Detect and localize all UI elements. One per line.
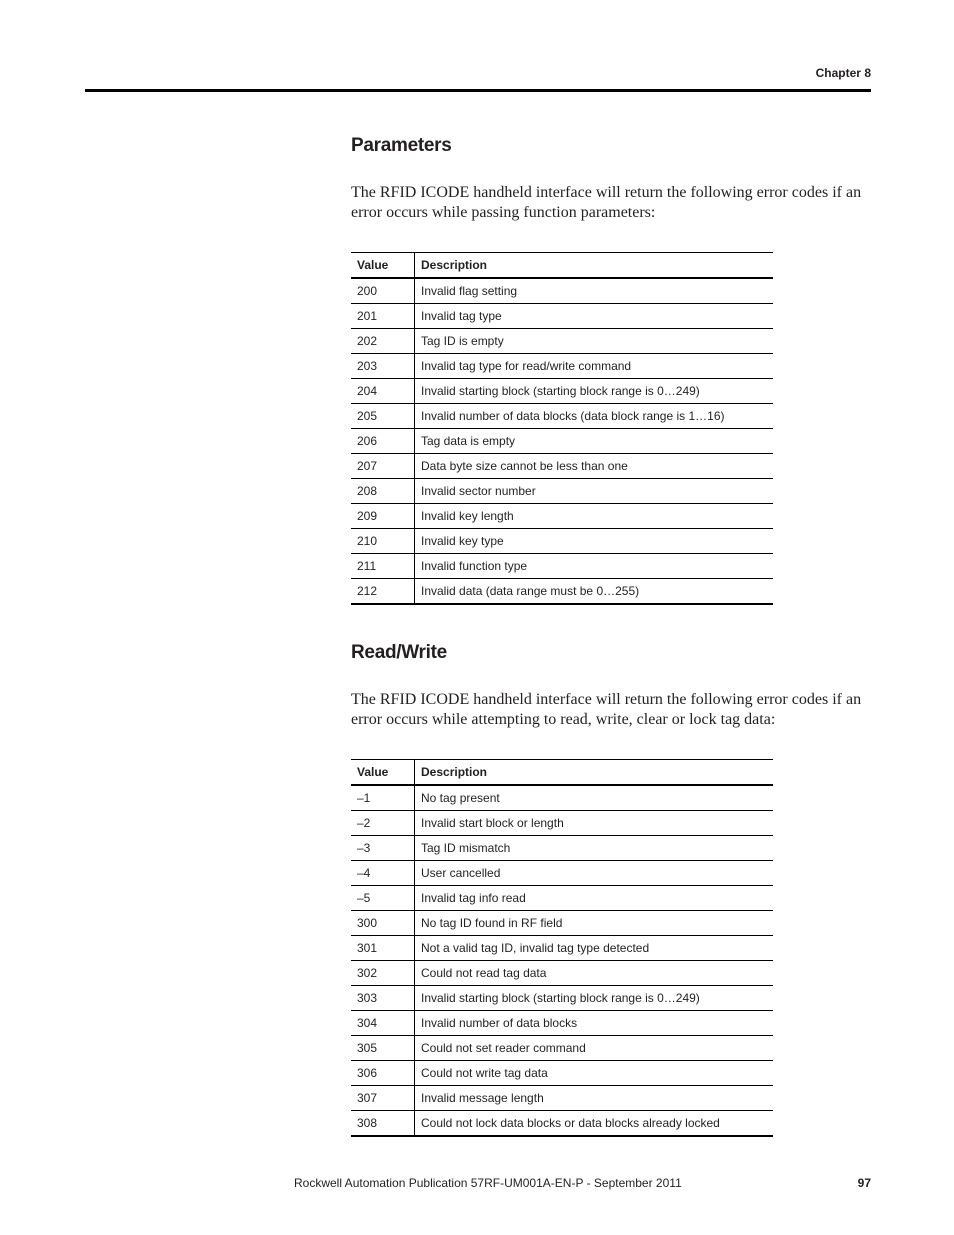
chapter-label: Chapter 8 xyxy=(815,66,871,80)
error-code-description: Could not lock data blocks or data blocks already locked xyxy=(415,1111,774,1137)
readwrite-table xyxy=(351,759,773,1137)
table-row xyxy=(351,404,773,429)
error-code-description: User cancelled xyxy=(415,861,774,886)
error-code-description: Tag ID is empty xyxy=(415,329,774,354)
table-row xyxy=(351,1036,773,1061)
error-code-value: –4 xyxy=(351,861,415,886)
error-code-value: –1 xyxy=(351,785,415,811)
column-header-value: Value xyxy=(351,760,415,786)
error-code-description: No tag ID found in RF field xyxy=(415,911,774,936)
table-row xyxy=(351,1061,773,1086)
parameters-intro: The RFID ICODE handheld interface will return the following error codes if an error occurs while passing function parameters: xyxy=(351,184,862,221)
error-code-value: 306 xyxy=(351,1061,415,1086)
table-row xyxy=(351,785,773,811)
table-row xyxy=(351,504,773,529)
error-code-description: Invalid starting block (starting block range is 0…249) xyxy=(415,379,774,404)
error-code-description: Could not set reader command xyxy=(415,1036,774,1061)
table-row xyxy=(351,554,773,579)
table-row xyxy=(351,429,773,454)
error-code-value: –2 xyxy=(351,811,415,836)
error-code-value: 304 xyxy=(351,1011,415,1036)
error-code-value: 204 xyxy=(351,379,415,404)
error-code-description: Invalid key type xyxy=(415,529,774,554)
error-code-description: Invalid start block or length xyxy=(415,811,774,836)
error-code-value: 305 xyxy=(351,1036,415,1061)
error-code-value: 212 xyxy=(351,579,415,605)
error-code-value: 206 xyxy=(351,429,415,454)
error-code-value: 307 xyxy=(351,1086,415,1111)
error-code-value: 302 xyxy=(351,961,415,986)
table-row xyxy=(351,911,773,936)
table-header-row xyxy=(351,253,773,279)
error-code-description: Invalid tag info read xyxy=(415,886,774,911)
error-code-value: –3 xyxy=(351,836,415,861)
table-row xyxy=(351,836,773,861)
error-code-value: 303 xyxy=(351,986,415,1011)
header-rule xyxy=(85,89,871,92)
error-code-description: Invalid sector number xyxy=(415,479,774,504)
error-code-value: –5 xyxy=(351,886,415,911)
error-code-value: 200 xyxy=(351,278,415,304)
table-row xyxy=(351,354,773,379)
column-header-description: Description xyxy=(415,760,774,786)
parameters-heading: Parameters xyxy=(351,135,452,156)
error-code-description: Invalid number of data blocks xyxy=(415,1011,774,1036)
error-code-value: 208 xyxy=(351,479,415,504)
error-code-value: 300 xyxy=(351,911,415,936)
table-row xyxy=(351,454,773,479)
readwrite-intro: The RFID ICODE handheld interface will return the following error codes if an error occurs while attempting to read, write, clear or lock tag data: xyxy=(351,691,862,728)
table-row xyxy=(351,278,773,304)
parameters-table xyxy=(351,252,773,605)
column-header-value: Value xyxy=(351,253,415,279)
error-code-value: 301 xyxy=(351,936,415,961)
error-code-description: Invalid starting block (starting block range is 0…249) xyxy=(415,986,774,1011)
table-row xyxy=(351,1011,773,1036)
error-code-value: 211 xyxy=(351,554,415,579)
table-row xyxy=(351,479,773,504)
error-code-description: Invalid key length xyxy=(415,504,774,529)
table-row xyxy=(351,329,773,354)
error-code-value: 207 xyxy=(351,454,415,479)
error-code-value: 308 xyxy=(351,1111,415,1137)
table-row xyxy=(351,811,773,836)
table-row xyxy=(351,579,773,605)
error-code-description: Could not read tag data xyxy=(415,961,774,986)
error-code-value: 201 xyxy=(351,304,415,329)
table-header-row xyxy=(351,760,773,786)
error-code-value: 210 xyxy=(351,529,415,554)
table-row xyxy=(351,1111,773,1137)
error-code-description: Invalid number of data blocks (data block range is 1…16) xyxy=(415,404,774,429)
error-code-description: Could not write tag data xyxy=(415,1061,774,1086)
table-row xyxy=(351,379,773,404)
table-row xyxy=(351,529,773,554)
error-code-description: Tag ID mismatch xyxy=(415,836,774,861)
table-row xyxy=(351,886,773,911)
error-code-description: Invalid flag setting xyxy=(415,278,774,304)
table-row xyxy=(351,961,773,986)
error-code-value: 203 xyxy=(351,354,415,379)
error-code-description: Invalid data (data range must be 0…255) xyxy=(415,579,774,605)
column-header-description: Description xyxy=(415,253,774,279)
error-code-description: Not a valid tag ID, invalid tag type detected xyxy=(415,936,774,961)
table-row xyxy=(351,936,773,961)
error-code-description: No tag present xyxy=(415,785,774,811)
error-code-description: Invalid tag type for read/write command xyxy=(415,354,774,379)
error-code-value: 205 xyxy=(351,404,415,429)
table-row xyxy=(351,1086,773,1111)
footer-publication: Rockwell Automation Publication 57RF-UM001A-EN-P - September 2011 xyxy=(294,1176,682,1190)
error-code-value: 209 xyxy=(351,504,415,529)
error-code-description: Data byte size cannot be less than one xyxy=(415,454,774,479)
error-code-value: 202 xyxy=(351,329,415,354)
readwrite-heading: Read/Write xyxy=(351,642,447,663)
table-row xyxy=(351,304,773,329)
table-row xyxy=(351,861,773,886)
page-number: 97 xyxy=(857,1176,871,1190)
error-code-description: Invalid message length xyxy=(415,1086,774,1111)
table-row xyxy=(351,986,773,1011)
error-code-description: Invalid tag type xyxy=(415,304,774,329)
error-code-description: Invalid function type xyxy=(415,554,774,579)
error-code-description: Tag data is empty xyxy=(415,429,774,454)
